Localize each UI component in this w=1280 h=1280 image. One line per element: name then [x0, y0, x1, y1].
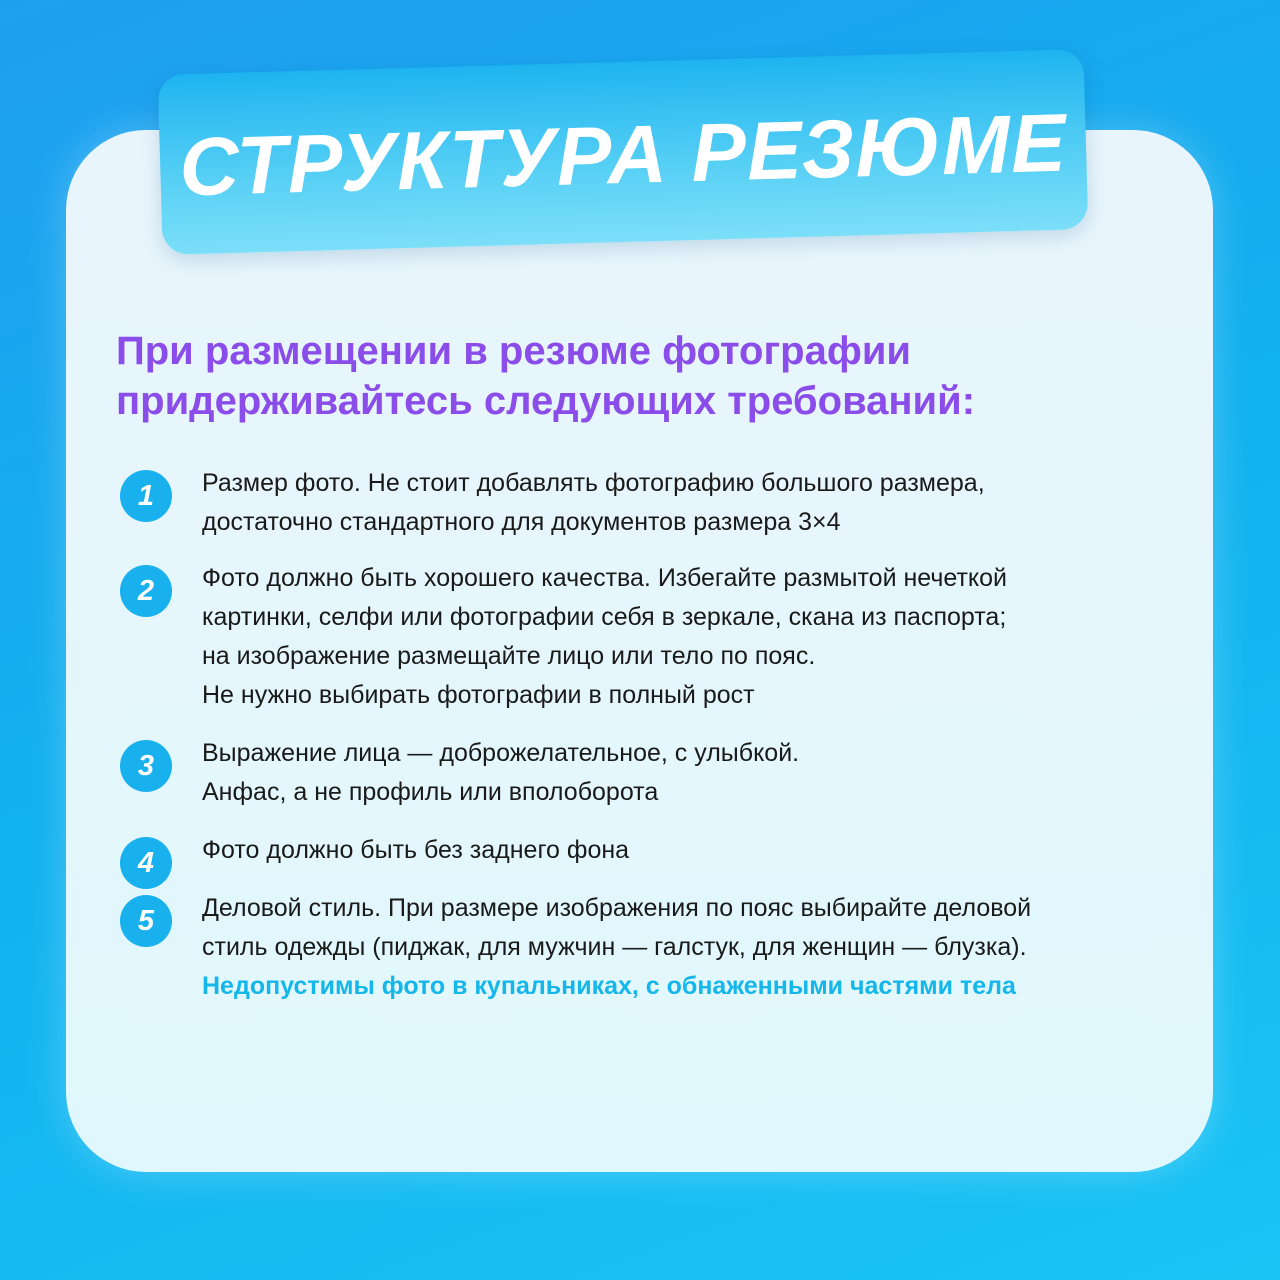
number-badge: 5 — [120, 895, 172, 947]
item-text-line: достаточно стандартного для документов размера 3×4 — [202, 508, 841, 536]
item-text — [202, 734, 1192, 812]
item-text — [202, 559, 1192, 715]
section-heading — [116, 326, 1176, 426]
heading-line-1: При размещении в резюме фотографии — [116, 329, 911, 373]
item-text-line: картинки, селфи или фотографии себя в зеркале, скана из паспорта; — [202, 603, 1007, 631]
item-text — [202, 831, 1192, 870]
number-badge: 4 — [120, 837, 172, 889]
page-title: СТРУКТУРА РЕЗЮМЕ — [178, 97, 1068, 214]
item-text-line: стиль одежды (пиджак, для мужчин — галстук, для женщин — блузка). — [202, 933, 1027, 961]
item-text-line: Размер фото. Не стоит добавлять фотографию большого размера, — [202, 469, 985, 497]
number-badge: 2 — [120, 565, 172, 617]
title-banner — [158, 49, 1089, 255]
item-text-line: на изображение размещайте лицо или тело по пояс. — [202, 642, 816, 670]
warning-text: Недопустимы фото в купальниках, с обнаженными частями тела — [202, 972, 1016, 1000]
item-text-line: Деловой стиль. При размере изображения по пояс выбирайте деловой — [202, 894, 1032, 922]
item-text-line: Анфас, а не профиль или вполоборота — [202, 778, 659, 806]
item-text-line: Выражение лица — доброжелательное, с улыбкой. — [202, 739, 800, 767]
heading-line-2: придерживайтесь следующих требований: — [116, 379, 976, 423]
item-text-line: Фото должно быть без заднего фона — [202, 836, 630, 864]
item-text — [202, 889, 1192, 1006]
item-text-line: Не нужно выбирать фотографии в полный рост — [202, 681, 755, 709]
item-text-line: Фото должно быть хорошего качества. Избегайте размытой нечеткой — [202, 564, 1008, 592]
item-text — [202, 464, 1192, 542]
number-badge: 3 — [120, 740, 172, 792]
number-badge: 1 — [120, 470, 172, 522]
